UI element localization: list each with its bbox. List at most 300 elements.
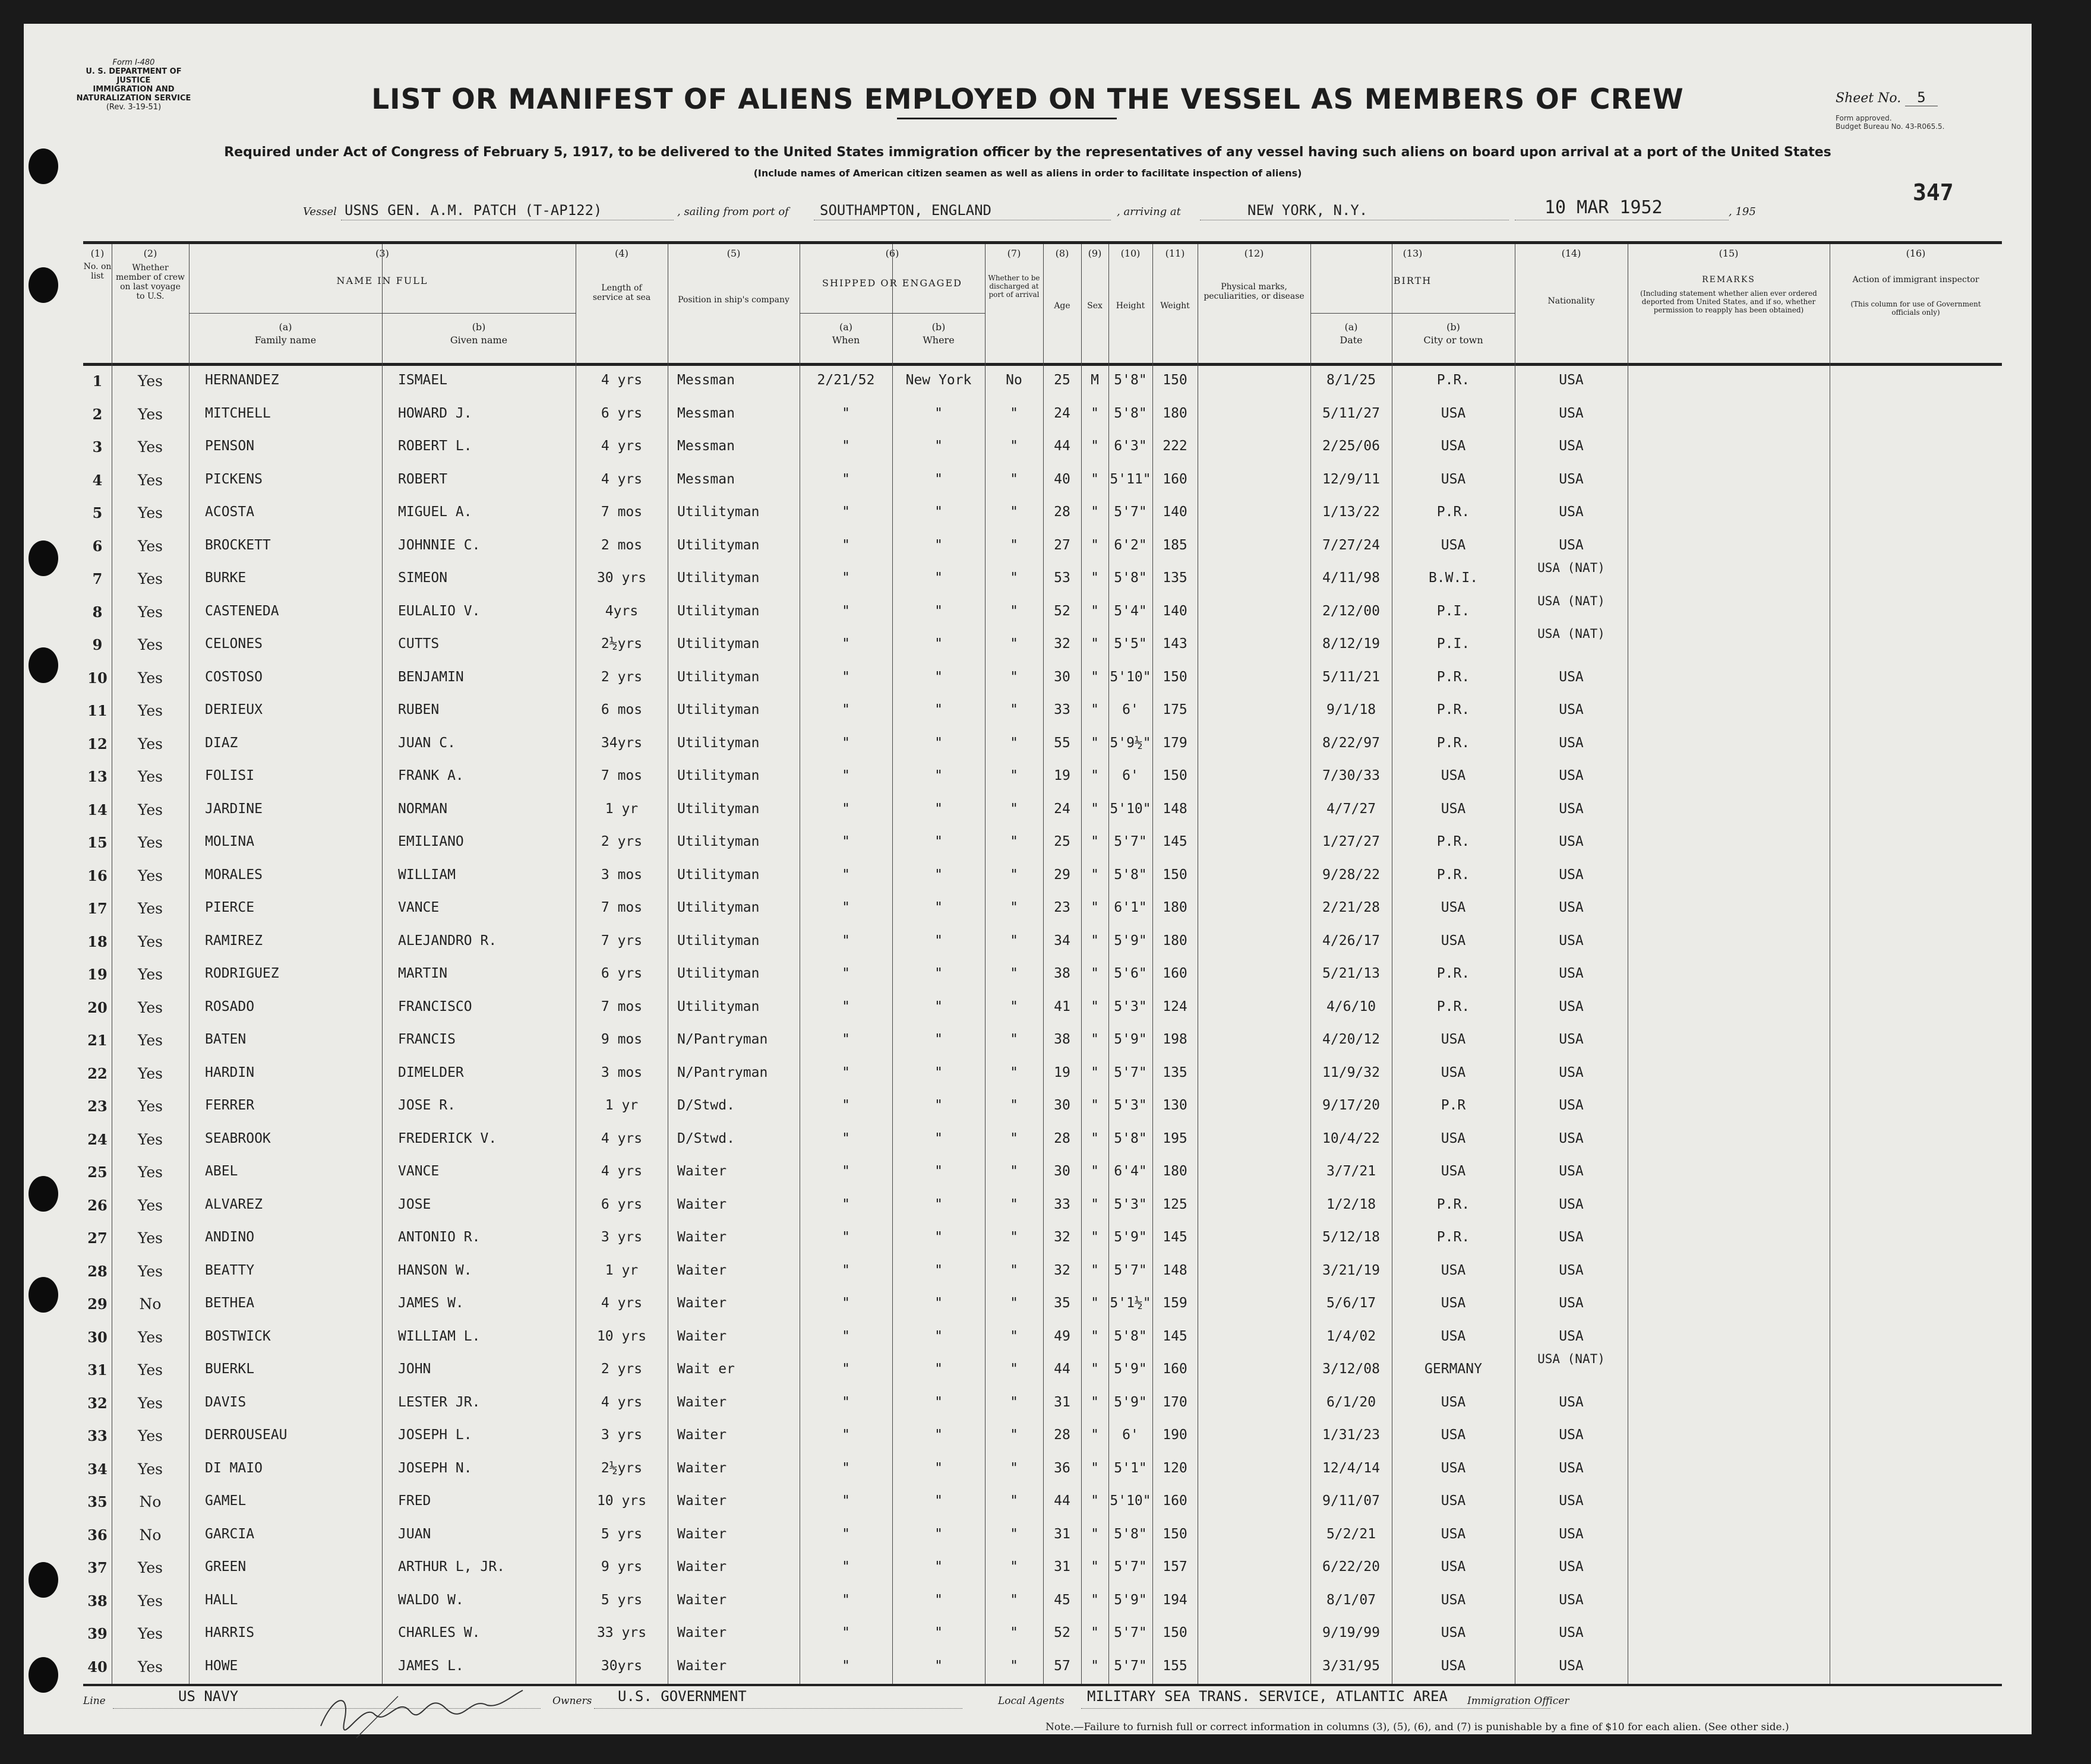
service-length: 3 mos	[601, 867, 643, 883]
birth-city: USA	[1441, 1427, 1466, 1443]
position: Utilityman	[677, 801, 760, 817]
row-number: 2	[92, 405, 103, 423]
prev-voyage: Yes	[138, 1229, 163, 1247]
table-row	[83, 402, 2002, 435]
sex: "	[1091, 1592, 1099, 1608]
age: 32	[1054, 636, 1070, 652]
service-length: 7 mos	[601, 504, 643, 520]
family-name: ACOSTA	[205, 504, 255, 520]
birth-date: 9/17/20	[1322, 1098, 1380, 1113]
birth-date: 11/9/32	[1322, 1064, 1380, 1080]
weight: 175	[1163, 702, 1187, 717]
birth-date: 9/11/07	[1322, 1493, 1380, 1509]
age: 44	[1054, 1493, 1070, 1509]
col-11-num: (11)	[1165, 248, 1185, 259]
weight: 125	[1163, 1196, 1187, 1212]
family-name: BEATTY	[205, 1262, 255, 1278]
birth-city: USA	[1441, 900, 1466, 915]
birth-city: USA	[1441, 1592, 1466, 1608]
table-row	[83, 1127, 2002, 1160]
birth-city: P.R.	[1436, 867, 1470, 883]
position: Waiter	[677, 1295, 727, 1311]
col-12-num: (12)	[1244, 248, 1264, 259]
birth-date: 3/21/19	[1322, 1262, 1380, 1278]
birth-city: USA	[1441, 1493, 1466, 1509]
nationality: USA	[1559, 998, 1584, 1014]
nationality: USA	[1559, 1460, 1584, 1476]
given-name: JOSE	[398, 1196, 431, 1212]
table-row	[83, 666, 2002, 698]
given-name: JOHN	[398, 1361, 431, 1377]
prev-voyage: Yes	[138, 537, 163, 555]
position: Utilityman	[677, 603, 760, 619]
height: 5'7"	[1114, 1559, 1147, 1575]
service-length: 4 yrs	[601, 1164, 643, 1179]
shipped-where: "	[934, 1130, 943, 1146]
shipped-where: "	[934, 1328, 943, 1344]
discharge: "	[1010, 1130, 1018, 1146]
discharge: "	[1010, 1559, 1018, 1575]
nationality: USA	[1559, 1592, 1584, 1608]
department: U. S. DEPARTMENT OF JUSTICE	[86, 67, 182, 85]
shipped-where: "	[934, 1032, 943, 1047]
shipped-where: "	[934, 1229, 943, 1245]
shipped-when: "	[842, 1295, 850, 1311]
sailing-label: , sailing from port of	[677, 206, 789, 218]
table-row	[83, 1094, 2002, 1127]
subtitle: Required under Act of Congress of February 5, 1917, to be delivered to the United States immigration officer by the representatives of any vessel having such aliens on board upon arrival at a port of the United States	[224, 145, 1831, 160]
given-name: ROBERT L.	[398, 438, 472, 454]
nationality: USA	[1559, 768, 1584, 783]
family-name: COSTOSO	[205, 669, 263, 685]
discharge: "	[1010, 702, 1018, 717]
sex: "	[1091, 1493, 1099, 1509]
birth-date: 5/11/27	[1322, 405, 1380, 421]
sex: "	[1091, 1559, 1099, 1575]
weight: 185	[1163, 537, 1187, 553]
shipped-where: "	[934, 405, 943, 421]
service-length: 4 yrs	[601, 1295, 643, 1311]
given-name: FREDERICK V.	[398, 1130, 497, 1146]
service-length: 9 yrs	[601, 1559, 643, 1575]
table-row	[83, 798, 2002, 830]
position: Utilityman	[677, 636, 760, 652]
sex: "	[1091, 570, 1099, 586]
age: 19	[1054, 768, 1070, 783]
age: 57	[1054, 1658, 1070, 1674]
shipped-when: "	[842, 504, 850, 520]
birth-city: P.R.	[1436, 966, 1470, 981]
age: 38	[1054, 1032, 1070, 1047]
position: Utilityman	[677, 735, 760, 751]
row-number: 26	[87, 1196, 108, 1214]
col-9-num: (9)	[1088, 248, 1102, 259]
col-10-title: Height	[1116, 301, 1145, 311]
weight: 160	[1163, 966, 1187, 981]
column-rule	[985, 244, 986, 1684]
table-row	[83, 1193, 2002, 1226]
position: Waiter	[677, 1164, 727, 1179]
discharge: "	[1010, 1394, 1018, 1410]
age: 36	[1054, 1460, 1070, 1476]
shipped-where: "	[934, 1658, 943, 1674]
prev-voyage: No	[139, 1493, 162, 1510]
birth-city: USA	[1441, 1032, 1466, 1047]
prev-voyage: Yes	[138, 1262, 163, 1280]
position: Waiter	[677, 1493, 727, 1509]
nationality: USA	[1559, 801, 1584, 817]
prev-voyage: Yes	[138, 1559, 163, 1576]
given-name: FRANK A.	[398, 768, 464, 783]
position: Waiter	[677, 1526, 727, 1542]
family-name: DERIEUX	[205, 702, 263, 717]
nationality: USA (NAT)	[1537, 1352, 1605, 1366]
prev-voyage: Yes	[138, 669, 163, 687]
punch-hole	[29, 1562, 58, 1598]
line-value: US NAVY	[178, 1688, 239, 1705]
family-name: JARDINE	[205, 801, 263, 817]
shipped-when: "	[842, 636, 850, 652]
column-rule	[892, 244, 893, 1684]
prev-voyage: Yes	[138, 1361, 163, 1379]
birth-date: 8/1/07	[1326, 1592, 1376, 1608]
table-row	[83, 1226, 2002, 1259]
row-number: 17	[87, 900, 108, 917]
birth-city: USA	[1441, 1328, 1466, 1344]
family-name: MITCHELL	[205, 405, 271, 421]
sex: "	[1091, 735, 1099, 751]
height: 5'7"	[1114, 1625, 1147, 1640]
crew-table	[83, 241, 2002, 1686]
family-name: DIAZ	[205, 735, 238, 751]
shipped-where: "	[934, 669, 943, 685]
service-length: 2½yrs	[601, 1460, 643, 1476]
weight: 180	[1163, 900, 1187, 915]
given-name: CHARLES W.	[398, 1625, 481, 1640]
sex: "	[1091, 867, 1099, 883]
discharge: "	[1010, 966, 1018, 981]
col-3-title: NAME IN FULL	[336, 275, 428, 286]
birth-date: 5/2/21	[1326, 1526, 1376, 1542]
row-number: 32	[87, 1394, 108, 1412]
given-name: ROBERT	[398, 471, 448, 487]
birth-city: USA	[1441, 932, 1466, 949]
position: N/Pantryman	[677, 1032, 768, 1047]
position: Waiter	[677, 1229, 727, 1245]
prev-voyage: Yes	[138, 801, 163, 818]
sex: "	[1091, 504, 1099, 520]
table-row	[83, 764, 2002, 797]
height: 5'8"	[1114, 570, 1147, 586]
col-6-title: SHIPPED OR ENGAGED	[822, 277, 962, 289]
row-number: 24	[87, 1130, 108, 1148]
subnote: (Include names of American citizen seamen as well as aliens in order to facilitate inspection of aliens)	[753, 167, 1302, 179]
service-length: 2 yrs	[601, 834, 643, 849]
col-5-num: (5)	[727, 248, 741, 259]
nationality: USA	[1559, 504, 1584, 520]
nationality: USA (NAT)	[1537, 561, 1605, 575]
birth-city: P.R.	[1436, 669, 1470, 685]
age: 28	[1054, 1130, 1070, 1146]
sex: "	[1091, 702, 1099, 717]
given-name: WILLIAM	[398, 867, 456, 883]
sex: "	[1091, 603, 1099, 619]
shipped-where: "	[934, 1625, 943, 1640]
service-length: 30yrs	[601, 1658, 643, 1674]
height: 5'7"	[1114, 504, 1147, 520]
approval-line: Form approved.	[1836, 114, 1892, 122]
shipped-where: "	[934, 867, 943, 883]
service-length: 2 yrs	[601, 669, 643, 685]
birth-date: 12/4/14	[1322, 1460, 1380, 1476]
height: 5'9"	[1114, 1032, 1147, 1047]
prev-voyage: Yes	[138, 768, 163, 785]
table-header	[83, 244, 2002, 366]
service-length: 1 yr	[605, 801, 639, 817]
sheet-value: 5	[1905, 89, 1937, 106]
family-name: RAMIREZ	[205, 932, 263, 949]
birth-date: 1/2/18	[1326, 1196, 1376, 1212]
weight: 145	[1163, 1328, 1187, 1344]
col-10-num: (10)	[1120, 248, 1141, 259]
nationality: USA	[1559, 1526, 1584, 1542]
height: 5'3"	[1114, 1098, 1147, 1113]
nationality: USA	[1559, 834, 1584, 849]
position: Messman	[677, 471, 735, 487]
row-number: 25	[87, 1164, 108, 1181]
approval-line: Budget Bureau No. 43-R065.5.	[1836, 122, 1945, 131]
col-3-num: (3)	[375, 248, 389, 259]
shipped-where: "	[934, 801, 943, 817]
sex: "	[1091, 471, 1099, 487]
service-length: 7 mos	[601, 900, 643, 915]
sex: "	[1091, 1196, 1099, 1212]
shipped-when: "	[842, 1394, 850, 1410]
nationality: USA	[1559, 1262, 1584, 1278]
shipped-when: "	[842, 1098, 850, 1113]
position: Messman	[677, 405, 735, 421]
position: Waiter	[677, 1559, 727, 1575]
family-name: ABEL	[205, 1164, 238, 1179]
birth-city: USA	[1441, 1559, 1466, 1575]
family-name: BUERKL	[205, 1361, 255, 1377]
sex: M	[1091, 372, 1099, 388]
birth-date: 3/12/08	[1322, 1361, 1380, 1377]
service-length: 4 yrs	[601, 438, 643, 454]
height: 5'9"	[1114, 1592, 1147, 1608]
nationality: USA	[1559, 1427, 1584, 1443]
height: 5'9"	[1114, 1361, 1147, 1377]
weight: 150	[1163, 768, 1187, 783]
birth-date: 5/12/18	[1322, 1229, 1380, 1245]
given-name: JUAN	[398, 1526, 431, 1542]
service-length: 4yrs	[605, 603, 639, 619]
row-number: 37	[87, 1559, 108, 1576]
table-row	[83, 1292, 2002, 1324]
col-8-title: Age	[1054, 301, 1070, 311]
family-name: CELONES	[205, 636, 263, 652]
birth-date: 6/22/20	[1322, 1559, 1380, 1575]
age: 49	[1054, 1328, 1070, 1344]
discharge: No	[1006, 372, 1022, 388]
year-label: , 195	[1729, 206, 1756, 218]
height: 5'8"	[1114, 1328, 1147, 1344]
footer-note: Note.—Failure to furnish full or correct information in columns (3), (5), (6), and (7) is punishable by a fine of $10 for each alien. (See other side.)	[1046, 1721, 1789, 1733]
shipped-when: "	[842, 867, 850, 883]
sex: "	[1091, 1164, 1099, 1179]
position: Waiter	[677, 1592, 727, 1608]
position: D/Stwd.	[677, 1130, 735, 1146]
sex: "	[1091, 1427, 1099, 1443]
sex: "	[1091, 1098, 1099, 1113]
table-row	[83, 732, 2002, 764]
service-length: 3 yrs	[601, 1427, 643, 1443]
family-name: PENSON	[205, 438, 255, 454]
shipped-when: 2/21/52	[817, 372, 875, 388]
family-name: HARDIN	[205, 1064, 255, 1080]
service-length: 33 yrs	[596, 1625, 647, 1640]
shipped-where: "	[934, 1427, 943, 1443]
shipped-when: "	[842, 1328, 850, 1344]
given-name: FRED	[398, 1493, 431, 1509]
prev-voyage: Yes	[138, 1064, 163, 1082]
punch-hole	[29, 1277, 58, 1313]
age: 24	[1054, 405, 1070, 421]
shipped-where: "	[934, 438, 943, 454]
row-number: 5	[92, 504, 103, 521]
prev-voyage: No	[139, 1526, 162, 1544]
service-length: 30 yrs	[596, 570, 647, 586]
sex: "	[1091, 801, 1099, 817]
table-row	[83, 1259, 2002, 1292]
nationality: USA	[1559, 932, 1584, 949]
shipped-when: "	[842, 1427, 850, 1443]
table-row	[83, 1352, 2002, 1390]
discharge: "	[1010, 1361, 1018, 1377]
age: 34	[1054, 932, 1070, 949]
shipped-where: "	[934, 702, 943, 717]
birth-city: P.R.	[1436, 372, 1470, 388]
weight: 155	[1163, 1658, 1187, 1674]
birth-date: 5/6/17	[1326, 1295, 1376, 1311]
given-name: FRANCISCO	[398, 998, 472, 1014]
birth-date: 4/7/27	[1326, 801, 1376, 817]
birth-city: USA	[1441, 801, 1466, 817]
age: 35	[1054, 1295, 1070, 1311]
column-rule	[1108, 244, 1109, 1684]
shipped-where: "	[934, 1064, 943, 1080]
arriving-label: , arriving at	[1117, 206, 1181, 218]
punch-hole	[29, 540, 58, 576]
shipped-where: "	[934, 1295, 943, 1311]
height: 5'1½"	[1110, 1295, 1151, 1311]
position: Utilityman	[677, 998, 760, 1014]
table-row	[83, 1424, 2002, 1456]
birth-date: 3/31/95	[1322, 1658, 1380, 1674]
family-name: BROCKETT	[205, 537, 271, 553]
row-number: 21	[87, 1032, 108, 1049]
height: 5'8"	[1114, 867, 1147, 883]
shipped-when: "	[842, 1032, 850, 1047]
shipped-where: "	[934, 998, 943, 1014]
shipped-when: "	[842, 1130, 850, 1146]
table-row	[83, 1391, 2002, 1424]
nationality: USA (NAT)	[1537, 593, 1605, 608]
sheet-label: Sheet No.	[1836, 91, 1902, 106]
birth-date: 4/11/98	[1322, 570, 1380, 586]
position: Utilityman	[677, 702, 760, 717]
prev-voyage: Yes	[138, 735, 163, 753]
given-name: WALDO W.	[398, 1592, 464, 1608]
age: 44	[1054, 438, 1070, 454]
table-row	[83, 1061, 2002, 1094]
given-name: HANSON W.	[398, 1262, 472, 1278]
height: 5'7"	[1114, 834, 1147, 849]
col-3b-letter: (b)	[472, 321, 486, 333]
prev-voyage: Yes	[138, 603, 163, 621]
birth-city: USA	[1441, 1394, 1466, 1410]
table-row	[83, 698, 2002, 731]
birth-city: USA	[1441, 1658, 1466, 1674]
prev-voyage: Yes	[138, 1130, 163, 1148]
row-number: 36	[87, 1526, 108, 1544]
age: 30	[1054, 1164, 1070, 1179]
height: 5'9"	[1114, 932, 1147, 949]
col-13-num: (13)	[1403, 248, 1423, 259]
service-length: 2½yrs	[601, 636, 643, 652]
given-name: MIGUEL A.	[398, 504, 472, 520]
shipped-where: "	[934, 1196, 943, 1212]
height: 5'3"	[1114, 998, 1147, 1014]
age: 30	[1054, 1098, 1070, 1113]
given-name: VANCE	[398, 1164, 440, 1179]
punch-hole	[29, 647, 58, 683]
shipped-when: "	[842, 702, 850, 717]
col-8-num: (8)	[1055, 248, 1069, 259]
given-name: ARTHUR L, JR.	[398, 1559, 506, 1575]
col-2-num: (2)	[143, 248, 157, 259]
punch-hole	[29, 1657, 58, 1693]
height: 5'5"	[1114, 636, 1147, 652]
arrival-port: NEW YORK, N.Y.	[1247, 202, 1368, 219]
birth-city: GERMANY	[1424, 1361, 1482, 1377]
age: 30	[1054, 669, 1070, 685]
service-name: IMMIGRATION AND NATURALIZATION SERVICE	[76, 85, 191, 103]
shipped-when: "	[842, 900, 850, 915]
birth-city: USA	[1441, 1625, 1466, 1640]
weight: 150	[1163, 1625, 1187, 1640]
birth-date: 4/26/17	[1322, 932, 1380, 949]
sex: "	[1091, 1229, 1099, 1245]
sex: "	[1091, 768, 1099, 783]
family-name: SEABROOK	[205, 1130, 271, 1146]
given-name: JUAN C.	[398, 735, 456, 751]
service-length: 10 yrs	[596, 1493, 647, 1509]
nationality: USA	[1559, 438, 1584, 454]
col-3a-letter: (a)	[279, 321, 292, 333]
table-row	[83, 534, 2002, 567]
discharge: "	[1010, 900, 1018, 915]
shipped-where: "	[934, 1164, 943, 1179]
sex: "	[1091, 1394, 1099, 1410]
birth-date: 1/13/22	[1322, 504, 1380, 520]
officer-label: Immigration Officer	[1467, 1695, 1569, 1707]
service-length: 34yrs	[601, 735, 643, 751]
family-name: ANDINO	[205, 1229, 255, 1245]
position: Utilityman	[677, 900, 760, 915]
row-number: 11	[87, 702, 108, 719]
age: 19	[1054, 1064, 1070, 1080]
